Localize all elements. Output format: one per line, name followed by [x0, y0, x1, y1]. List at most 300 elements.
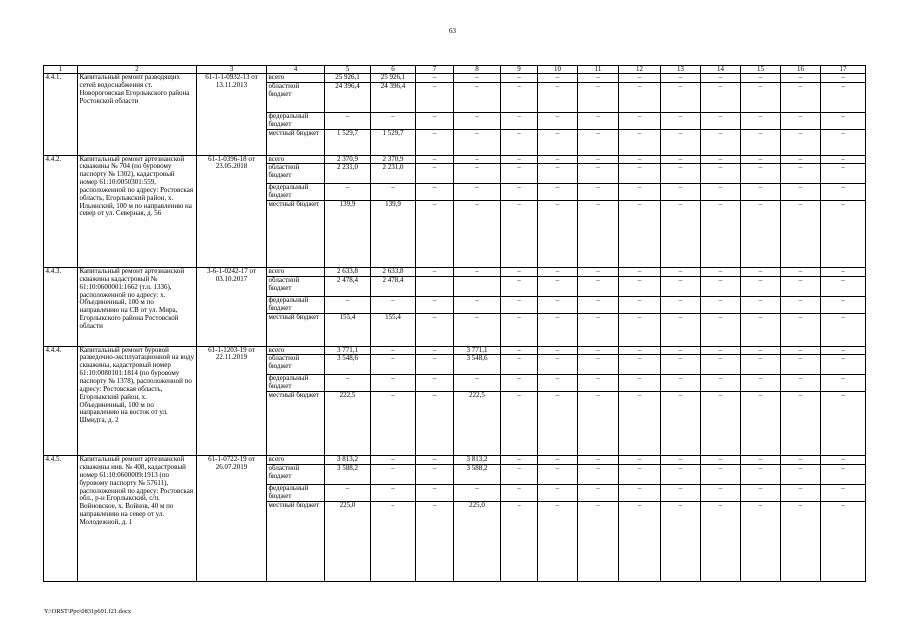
amount-cell: –	[454, 296, 501, 313]
amount-cell: –	[371, 464, 416, 484]
empty-dash-cell: –	[661, 375, 701, 392]
table-row	[44, 74, 866, 83]
amount-cell: –	[454, 164, 501, 184]
amount-cell: –	[454, 112, 501, 129]
empty-dash-cell: –	[578, 112, 619, 129]
empty-dash-cell: –	[821, 296, 866, 313]
empty-dash-cell: –	[701, 392, 741, 456]
empty-dash-cell: –	[661, 155, 701, 164]
financing-table	[43, 65, 866, 582]
empty-dash-cell: –	[821, 129, 866, 155]
empty-dash-cell: –	[538, 184, 578, 201]
empty-dash-cell: –	[538, 456, 578, 465]
empty-dash-cell: –	[781, 464, 821, 484]
amount-cell: –	[371, 484, 416, 501]
empty-dash-cell: –	[821, 155, 866, 164]
empty-dash-cell: –	[821, 464, 866, 484]
amount-cell: –	[371, 346, 416, 355]
funding-source: областной бюджет	[267, 464, 325, 484]
empty-dash-cell: –	[661, 501, 701, 581]
empty-dash-cell: –	[701, 184, 741, 201]
amount-cell: 3 813,2	[325, 456, 371, 465]
empty-dash-cell: –	[501, 155, 538, 164]
amount-cell: –	[325, 296, 371, 313]
funding-source: всего	[267, 346, 325, 355]
empty-dash-cell: –	[501, 82, 538, 112]
empty-dash-cell: –	[781, 155, 821, 164]
header-cell: 12	[619, 66, 661, 74]
amount-cell: 3 813,2	[454, 456, 501, 465]
empty-dash-cell: –	[578, 276, 619, 296]
header-cell: 4	[267, 66, 325, 74]
empty-dash-cell: –	[821, 201, 866, 268]
header-cell: 15	[741, 66, 781, 74]
table-row	[44, 456, 866, 465]
empty-dash-cell: –	[619, 155, 661, 164]
empty-dash-cell: –	[741, 129, 781, 155]
empty-dash-cell: –	[741, 355, 781, 375]
amount-cell: –	[371, 184, 416, 201]
header-cell: 10	[538, 66, 578, 74]
empty-dash-cell: –	[619, 464, 661, 484]
amount-cell: –	[416, 464, 454, 484]
funding-source: всего	[267, 456, 325, 465]
empty-dash-cell: –	[741, 456, 781, 465]
empty-dash-cell: –	[701, 112, 741, 129]
object-name: Капитальный ремонт буровой разведочно-эксплуатационной на воду скважины, кадастровый номер 61:10:0080101:1814 (по буровому паспорту № 1378), расположенной по адресу: Ростовская область, Егорлыкский район, х. Объединенный, 100 м по направлению на восток от ул. Шмидта, д. 2	[78, 346, 197, 456]
empty-dash-cell: –	[619, 276, 661, 296]
empty-dash-cell: –	[619, 112, 661, 129]
empty-dash-cell: –	[501, 346, 538, 355]
empty-dash-cell: –	[781, 355, 821, 375]
empty-dash-cell: –	[701, 201, 741, 268]
amount-cell: –	[454, 268, 501, 277]
empty-dash-cell: –	[821, 484, 866, 501]
empty-dash-cell: –	[538, 501, 578, 581]
amount-cell: 3 771,1	[454, 346, 501, 355]
empty-dash-cell: –	[741, 82, 781, 112]
amount-cell: 3 588,2	[325, 464, 371, 484]
empty-dash-cell: –	[781, 501, 821, 581]
empty-dash-cell: –	[821, 184, 866, 201]
empty-dash-cell: –	[661, 296, 701, 313]
empty-dash-cell: –	[701, 501, 741, 581]
empty-dash-cell: –	[701, 268, 741, 277]
empty-dash-cell: –	[578, 501, 619, 581]
funding-source: областной бюджет	[267, 276, 325, 296]
empty-dash-cell: –	[501, 276, 538, 296]
footer-file-path: Y:\ORST\Ppo\0831p691.f21.docx	[44, 608, 132, 615]
empty-dash-cell: –	[578, 375, 619, 392]
amount-cell: –	[371, 501, 416, 581]
object-name: Капитальный ремонт артезианской скважины кадастровый № 61:10:0600001:1662 (т.п. 1336), расположенной по адресу: х. Объединенный, 100 м по направлению на СВ от ул. Мира, Егорлыкского района Ростовской области	[78, 268, 197, 347]
amount-cell: –	[371, 456, 416, 465]
empty-dash-cell: –	[701, 155, 741, 164]
amount-cell: –	[454, 313, 501, 346]
amount-cell: –	[416, 501, 454, 581]
empty-dash-cell: –	[781, 129, 821, 155]
empty-dash-cell: –	[538, 164, 578, 184]
header-cell: 17	[821, 66, 866, 74]
header-cell: 7	[416, 66, 454, 74]
empty-dash-cell: –	[741, 112, 781, 129]
amount-cell: 139,9	[371, 201, 416, 268]
empty-dash-cell: –	[578, 464, 619, 484]
amount-cell: –	[416, 375, 454, 392]
empty-dash-cell: –	[538, 112, 578, 129]
header-cell: 14	[701, 66, 741, 74]
amount-cell: –	[416, 268, 454, 277]
empty-dash-cell: –	[701, 456, 741, 465]
funding-source: федеральный бюджет	[267, 112, 325, 129]
funding-source: федеральный бюджет	[267, 296, 325, 313]
empty-dash-cell: –	[619, 184, 661, 201]
empty-dash-cell: –	[701, 464, 741, 484]
amount-cell: 2 633,8	[325, 268, 371, 277]
empty-dash-cell: –	[661, 268, 701, 277]
empty-dash-cell: –	[741, 74, 781, 83]
amount-cell: –	[416, 296, 454, 313]
amount-cell: –	[416, 392, 454, 456]
amount-cell: –	[416, 129, 454, 155]
empty-dash-cell: –	[538, 464, 578, 484]
empty-dash-cell: –	[741, 296, 781, 313]
empty-dash-cell: –	[619, 201, 661, 268]
amount-cell: 3 548,6	[454, 355, 501, 375]
amount-cell: 24 396,4	[371, 82, 416, 112]
item-number: 4.4.3.	[44, 268, 78, 347]
empty-dash-cell: –	[741, 392, 781, 456]
empty-dash-cell: –	[701, 82, 741, 112]
header-cell: 16	[781, 66, 821, 74]
amount-cell: –	[454, 129, 501, 155]
amount-cell: –	[416, 313, 454, 346]
empty-dash-cell: –	[781, 164, 821, 184]
empty-dash-cell: –	[821, 375, 866, 392]
empty-dash-cell: –	[501, 112, 538, 129]
empty-dash-cell: –	[741, 346, 781, 355]
amount-cell: –	[371, 375, 416, 392]
funding-source: федеральный бюджет	[267, 375, 325, 392]
empty-dash-cell: –	[741, 276, 781, 296]
empty-dash-cell: –	[501, 501, 538, 581]
empty-dash-cell: –	[701, 484, 741, 501]
empty-dash-cell: –	[578, 268, 619, 277]
amount-cell: –	[325, 112, 371, 129]
amount-cell: 225,0	[325, 501, 371, 581]
empty-dash-cell: –	[821, 276, 866, 296]
empty-dash-cell: –	[821, 456, 866, 465]
amount-cell: –	[454, 155, 501, 164]
funding-source: областной бюджет	[267, 164, 325, 184]
empty-dash-cell: –	[578, 456, 619, 465]
empty-dash-cell: –	[538, 355, 578, 375]
amount-cell: –	[416, 346, 454, 355]
header-cell: 8	[454, 66, 501, 74]
empty-dash-cell: –	[741, 184, 781, 201]
empty-dash-cell: –	[538, 313, 578, 346]
document-reference: 61-1-0396-18 от 23.05.2018	[197, 155, 267, 268]
empty-dash-cell: –	[781, 392, 821, 456]
amount-cell: 2 231,0	[371, 164, 416, 184]
object-name: Капитальный ремонт артезианской скважины инв. № 408, кадастровый номер 61:10:0600009:1913 (по буровому паспорту № 57611), расположенной по адресу: Ростовская обл., р-н Егорлыкский, с/п. Войновское, х. Войнов, 40 м по направлению на север от ул. Молодежной, д. 1	[78, 456, 197, 582]
empty-dash-cell: –	[501, 164, 538, 184]
empty-dash-cell: –	[661, 392, 701, 456]
empty-dash-cell: –	[741, 313, 781, 346]
amount-cell: 24 396,4	[325, 82, 371, 112]
empty-dash-cell: –	[619, 392, 661, 456]
empty-dash-cell: –	[821, 355, 866, 375]
empty-dash-cell: –	[741, 155, 781, 164]
empty-dash-cell: –	[701, 313, 741, 346]
amount-cell: 3 771,1	[325, 346, 371, 355]
empty-dash-cell: –	[741, 268, 781, 277]
empty-dash-cell: –	[578, 346, 619, 355]
empty-dash-cell: –	[661, 313, 701, 346]
empty-dash-cell: –	[741, 484, 781, 501]
empty-dash-cell: –	[821, 112, 866, 129]
funding-source: местный бюджет	[267, 392, 325, 456]
amount-cell: –	[416, 82, 454, 112]
funding-source: местный бюджет	[267, 201, 325, 268]
document-reference: 61-1-1203-19 от 22.11.2019	[197, 346, 267, 456]
header-cell: 3	[197, 66, 267, 74]
object-name: Капитальный ремонт артезианской скважины № 704 (по буровому паспорту № 1302), кадастровый номер 61:10:0050301:559, расположенной по адресу: Ростовская область, Егорлыкский район, х. Ильинский, 100 м по направлению на север от ул. Северная, д. 56	[78, 155, 197, 268]
empty-dash-cell: –	[701, 375, 741, 392]
amount-cell: 1 529,7	[325, 129, 371, 155]
header-cell: 2	[78, 66, 197, 74]
amount-cell: –	[371, 112, 416, 129]
empty-dash-cell: –	[661, 201, 701, 268]
empty-dash-cell: –	[501, 456, 538, 465]
empty-dash-cell: –	[821, 313, 866, 346]
amount-cell: 225,0	[454, 501, 501, 581]
amount-cell: 25 926,1	[325, 74, 371, 83]
empty-dash-cell: –	[781, 375, 821, 392]
item-number: 4.4.5.	[44, 456, 78, 582]
amount-cell: –	[371, 355, 416, 375]
amount-cell: –	[325, 375, 371, 392]
amount-cell: –	[416, 164, 454, 184]
header-cell: 13	[661, 66, 701, 74]
table-row	[44, 155, 866, 164]
document-reference: 3-6-1-0242-17 от 03.10.2017	[197, 268, 267, 347]
amount-cell: –	[454, 375, 501, 392]
empty-dash-cell: –	[781, 268, 821, 277]
empty-dash-cell: –	[501, 464, 538, 484]
amount-cell: 222,5	[325, 392, 371, 456]
amount-cell: 3 588,2	[454, 464, 501, 484]
empty-dash-cell: –	[619, 501, 661, 581]
empty-dash-cell: –	[661, 464, 701, 484]
empty-dash-cell: –	[781, 313, 821, 346]
empty-dash-cell: –	[701, 346, 741, 355]
empty-dash-cell: –	[578, 201, 619, 268]
empty-dash-cell: –	[619, 82, 661, 112]
amount-cell: 1 529,7	[371, 129, 416, 155]
empty-dash-cell: –	[619, 313, 661, 346]
empty-dash-cell: –	[781, 346, 821, 355]
empty-dash-cell: –	[501, 74, 538, 83]
empty-dash-cell: –	[821, 501, 866, 581]
empty-dash-cell: –	[781, 484, 821, 501]
header-cell: 5	[325, 66, 371, 74]
empty-dash-cell: –	[619, 164, 661, 184]
amount-cell: –	[416, 201, 454, 268]
header-cell: 6	[371, 66, 416, 74]
table-row	[44, 268, 866, 277]
empty-dash-cell: –	[741, 501, 781, 581]
amount-cell: –	[325, 484, 371, 501]
empty-dash-cell: –	[578, 484, 619, 501]
empty-dash-cell: –	[538, 74, 578, 83]
amount-cell: 2 370,9	[325, 155, 371, 164]
empty-dash-cell: –	[619, 346, 661, 355]
empty-dash-cell: –	[661, 276, 701, 296]
funding-source: всего	[267, 268, 325, 277]
amount-cell: –	[416, 484, 454, 501]
empty-dash-cell: –	[501, 201, 538, 268]
item-number: 4.4.2.	[44, 155, 78, 268]
empty-dash-cell: –	[661, 112, 701, 129]
empty-dash-cell: –	[501, 375, 538, 392]
item-number: 4.4.4.	[44, 346, 78, 456]
empty-dash-cell: –	[578, 74, 619, 83]
funding-source: местный бюджет	[267, 313, 325, 346]
amount-cell: –	[454, 74, 501, 83]
empty-dash-cell: –	[781, 74, 821, 83]
empty-dash-cell: –	[661, 456, 701, 465]
funding-source: всего	[267, 155, 325, 164]
empty-dash-cell: –	[619, 375, 661, 392]
table-row	[44, 346, 866, 355]
empty-dash-cell: –	[821, 164, 866, 184]
amount-cell: –	[416, 184, 454, 201]
empty-dash-cell: –	[538, 155, 578, 164]
empty-dash-cell: –	[661, 184, 701, 201]
empty-dash-cell: –	[538, 296, 578, 313]
funding-source: местный бюджет	[267, 501, 325, 581]
empty-dash-cell: –	[538, 484, 578, 501]
empty-dash-cell: –	[741, 164, 781, 184]
empty-dash-cell: –	[781, 296, 821, 313]
empty-dash-cell: –	[578, 313, 619, 346]
empty-dash-cell: –	[661, 355, 701, 375]
empty-dash-cell: –	[661, 74, 701, 83]
amount-cell: –	[416, 155, 454, 164]
document-reference: 61-1-0722-19 от 26.07.2019	[197, 456, 267, 582]
funding-source: федеральный бюджет	[267, 184, 325, 201]
header-cell: 9	[501, 66, 538, 74]
empty-dash-cell: –	[578, 164, 619, 184]
amount-cell: 25 926,1	[371, 74, 416, 83]
empty-dash-cell: –	[538, 346, 578, 355]
empty-dash-cell: –	[501, 268, 538, 277]
amount-cell: 2 478,4	[325, 276, 371, 296]
empty-dash-cell: –	[781, 276, 821, 296]
amount-cell: –	[416, 112, 454, 129]
amount-cell: –	[371, 296, 416, 313]
amount-cell	[454, 276, 501, 296]
empty-dash-cell: –	[501, 296, 538, 313]
empty-dash-cell: –	[661, 164, 701, 184]
amount-cell: 2 370,9	[371, 155, 416, 164]
funding-source: областной бюджет	[267, 82, 325, 112]
amount-cell: –	[371, 392, 416, 456]
amount-cell: –	[416, 456, 454, 465]
amount-cell: 139,9	[325, 201, 371, 268]
empty-dash-cell: –	[501, 129, 538, 155]
empty-dash-cell: –	[538, 268, 578, 277]
empty-dash-cell: –	[619, 296, 661, 313]
empty-dash-cell: –	[501, 184, 538, 201]
empty-dash-cell: –	[741, 201, 781, 268]
empty-dash-cell: –	[578, 355, 619, 375]
empty-dash-cell: –	[821, 74, 866, 83]
amount-cell: –	[454, 82, 501, 112]
empty-dash-cell: –	[661, 346, 701, 355]
header-row	[44, 66, 866, 74]
empty-dash-cell: –	[578, 82, 619, 112]
amount-cell: –	[416, 355, 454, 375]
empty-dash-cell: –	[701, 296, 741, 313]
empty-dash-cell: –	[619, 74, 661, 83]
empty-dash-cell: –	[538, 129, 578, 155]
empty-dash-cell: –	[781, 184, 821, 201]
empty-dash-cell: –	[538, 375, 578, 392]
amount-cell: –	[454, 201, 501, 268]
funding-source: всего	[267, 74, 325, 83]
empty-dash-cell: –	[821, 392, 866, 456]
empty-dash-cell: –	[578, 296, 619, 313]
empty-dash-cell: –	[741, 464, 781, 484]
empty-dash-cell: –	[821, 82, 866, 112]
empty-dash-cell: –	[619, 129, 661, 155]
funding-source: областной бюджет	[267, 355, 325, 375]
empty-dash-cell: –	[501, 392, 538, 456]
header-cell: 11	[578, 66, 619, 74]
amount-cell: 2 478,4	[371, 276, 416, 296]
page-number: 63	[449, 27, 456, 35]
empty-dash-cell: –	[781, 201, 821, 268]
empty-dash-cell: –	[661, 82, 701, 112]
empty-dash-cell: –	[578, 155, 619, 164]
empty-dash-cell: –	[501, 355, 538, 375]
amount-cell: 222,5	[454, 392, 501, 456]
empty-dash-cell: –	[619, 268, 661, 277]
empty-dash-cell: –	[701, 74, 741, 83]
empty-dash-cell: –	[821, 346, 866, 355]
amount-cell: –	[325, 184, 371, 201]
empty-dash-cell: –	[741, 375, 781, 392]
empty-dash-cell: –	[578, 392, 619, 456]
empty-dash-cell: –	[781, 456, 821, 465]
object-name: Капитальный ремонт разводящих сетей водоснабжения ст. Новороговская Егорлыкского района Ростовской области	[78, 74, 197, 156]
empty-dash-cell: –	[578, 129, 619, 155]
empty-dash-cell: –	[781, 82, 821, 112]
empty-dash-cell: –	[619, 456, 661, 465]
empty-dash-cell: –	[619, 484, 661, 501]
amount-cell: 2 231,0	[325, 164, 371, 184]
empty-dash-cell: –	[538, 392, 578, 456]
funding-source: федеральный бюджет	[267, 484, 325, 501]
amount-cell: 3 548,6	[325, 355, 371, 375]
empty-dash-cell: –	[578, 184, 619, 201]
empty-dash-cell: –	[661, 129, 701, 155]
empty-dash-cell: –	[661, 484, 701, 501]
amount-cell: 2 633,8	[371, 268, 416, 277]
empty-dash-cell: –	[538, 82, 578, 112]
